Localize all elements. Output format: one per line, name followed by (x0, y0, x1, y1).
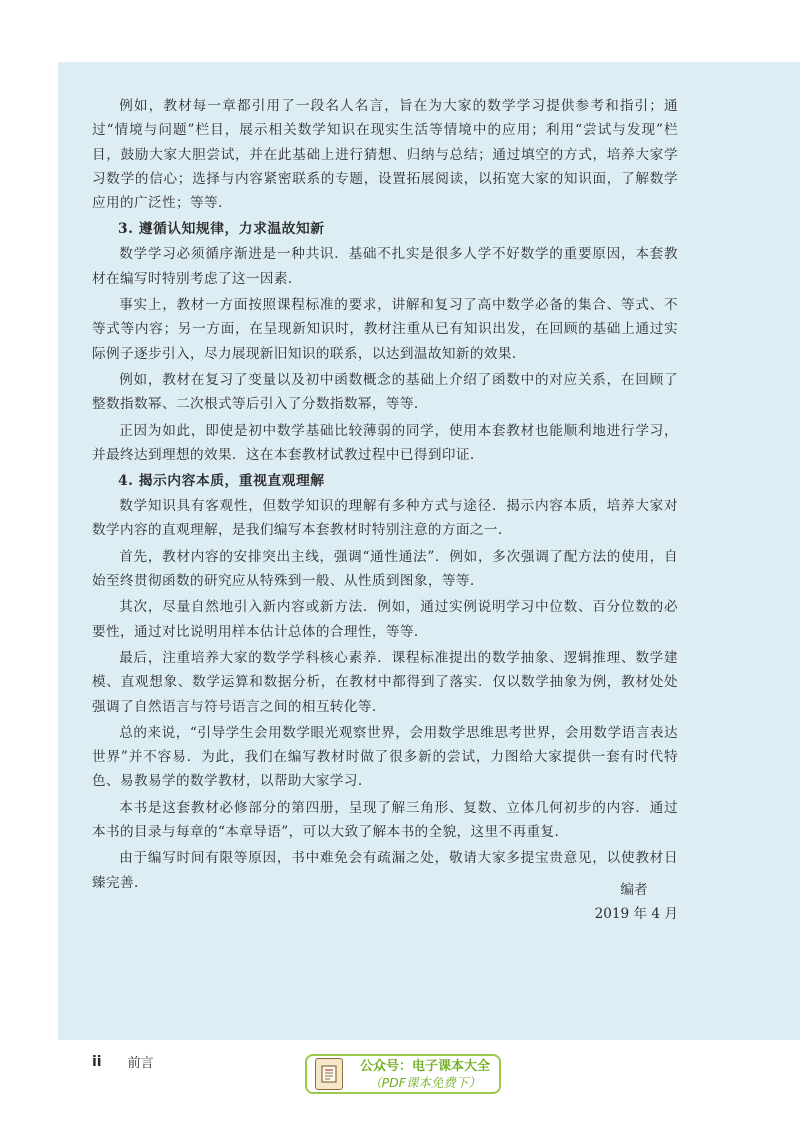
watermark-badge (305, 1054, 501, 1094)
paragraph: 正因为如此，即使是初中数学基础比较薄弱的同学，使用本套教材也能顺利地进行学习，并最终达到理想的效果．这在本套教材试教过程中已得到印证. (92, 422, 678, 463)
signature-date: 2019 年 4 月 (594, 906, 678, 922)
page-number: ii (92, 1053, 102, 1070)
watermark-line-1: 公众号：电子课本大全 (359, 1058, 490, 1074)
paragraph: 最后，注重培养大家的数学学科核心素养．课程标准提出的数学抽象、逻辑推理、数学建模、直观想象、数学运算和数据分析，在教材中都得到了落实．仅以数学抽象为例，教材处处强调了自然语言与符号语言之间的相互转化等. (92, 649, 678, 715)
section-heading-3: 3. 遵循认知规律，力求温故知新 (118, 221, 325, 238)
paragraph: 总的来说，“引导学生会用数学眼光观察世界，会用数学思维思考世界，会用数学语言表达世界”并不容易．为此，我们在编写教材时做了很多新的尝试，力图给大家提供一套有时代特色、易教易学的数学教材，以帮助大家学习. (92, 724, 678, 790)
page-footer (92, 1052, 154, 1071)
paragraph: 首先，教材内容的安排突出主线，强调“通性通法”．例如，多次强调了配方法的使用，自始至终贯彻函数的研究应从特殊到一般、从性质到图象，等等. (92, 548, 678, 590)
section-heading-4: 4. 揭示内容本质，重视直观理解 (118, 473, 325, 490)
paragraph: 数学知识具有客观性，但数学知识的理解有多种方式与途径．揭示内容本质，培养大家对数学内容的直观理解，是我们编写本套教材时特别注意的方面之一. (92, 498, 678, 539)
watermark-text (351, 1058, 499, 1091)
watermark-line-2: （PDF课本免费下） (369, 1074, 481, 1090)
paragraph: 本书是这套教材必修部分的第四册，呈现了解三角形、复数、立体几何初步的内容．通过本书的目录与每章的“本章导语”，可以大致了解本书的全貌，这里不再重复. (92, 799, 678, 841)
paragraph: 数学学习必须循序渐进是一种共识．基础不扎实是很多人学不好数学的重要原因，本套教材在编写时特别考虑了这一因素. (92, 246, 678, 287)
signature-block (560, 878, 678, 926)
book-icon (315, 1058, 343, 1090)
preface-body (92, 94, 678, 897)
paragraph: 由于编写时间有限等原因，书中难免会有疏漏之处，敬请大家多提宝贵意见，以使教材日臻完善. (92, 850, 678, 891)
paragraph: 其次，尽量自然地引入新内容或新方法．例如，通过实例说明学习中位数、百分位数的必要性，通过对比说明用样本估计总体的合理性，等等. (92, 599, 678, 640)
paragraph: 例如，教材每一章都引用了一段名人名言，旨在为大家的数学学习提供参考和指引；通过“情境与问题”栏目，展示相关数学知识在现实生活等情境中的应用；利用“尝试与发现”栏目，鼓励大家大胆尝试，并在此基础上进行猜想、归纳与总结；通过填空的方式，培养大家学习数学的信心；选择与内容紧密联系的专题，设置拓展阅读，以拓宽大家的知识面，了解数学应用的广泛性；等等. (92, 98, 678, 212)
footer-section-title: 前言 (127, 1056, 154, 1071)
paragraph: 例如，教材在复习了变量以及初中函数概念的基础上介绍了函数中的对应关系，在回顾了整数指数幂、二次根式等后引入了分数指数幂，等等. (92, 371, 678, 413)
author-signature: 编者 (620, 882, 648, 898)
paragraph: 事实上，教材一方面按照课程标准的要求，讲解和复习了高中数学必备的集合、等式、不等式等内容；另一方面，在呈现新知识时，教材注重从已有知识出发，在回顾的基础上通过实际例子逐步引入，尽力展现新旧知识的联系，以达到温故知新的效果. (92, 297, 678, 362)
